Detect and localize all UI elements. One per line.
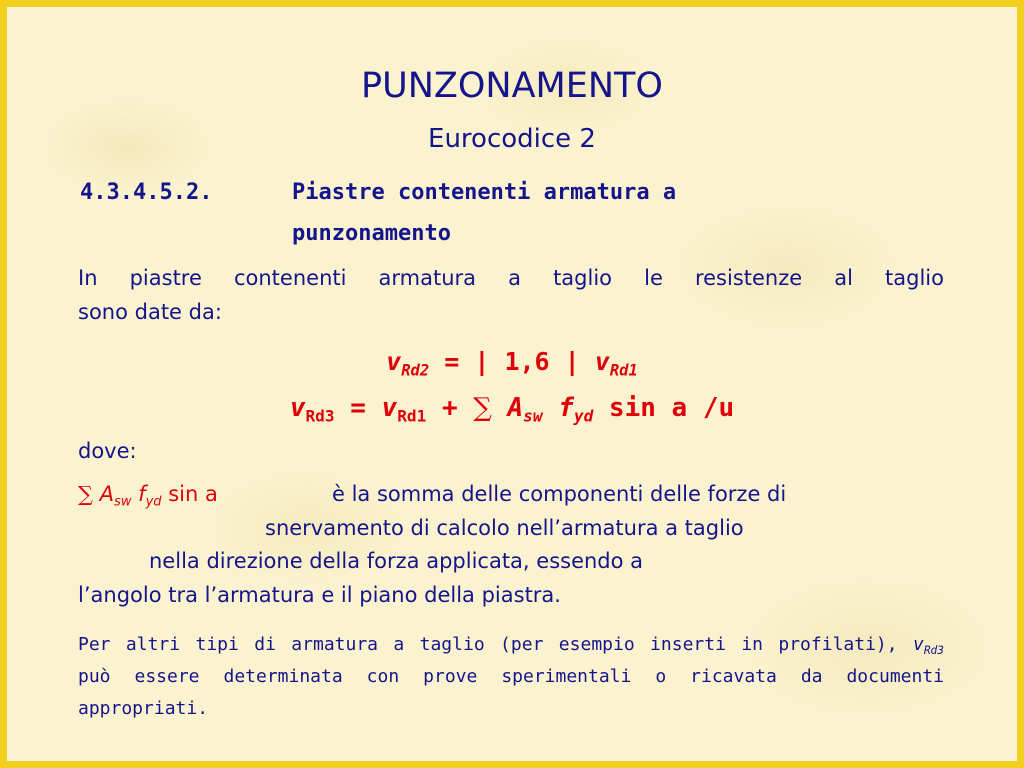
formula-vrd3 bbox=[7, 391, 1017, 425]
note-line-1-v: v bbox=[913, 634, 924, 655]
section-title-line1: Piastre contenenti armatura a bbox=[292, 180, 677, 205]
formula-vrd3-plus: + bbox=[426, 393, 474, 423]
explanation-line-1: è la somma delle componenti delle forze di bbox=[332, 482, 787, 506]
note-line-1-v-sub: Rd3 bbox=[923, 643, 944, 657]
sum-term bbox=[78, 479, 218, 509]
formula-vrd3-lhs: v bbox=[289, 393, 306, 423]
explanation-line-2: snervamento di calcolo nell’armatura a taglio bbox=[265, 516, 744, 540]
sum-term-a-sub: sw bbox=[114, 494, 132, 510]
sigma-icon: ∑ bbox=[473, 393, 492, 423]
sum-term-f-sub: yd bbox=[145, 494, 162, 510]
note-line-1 bbox=[78, 630, 944, 659]
section-title-line2: punzonamento bbox=[292, 221, 451, 246]
sum-sigma-icon: ∑ bbox=[78, 482, 93, 506]
formula-vrd3-a: A bbox=[491, 393, 524, 423]
sum-term-f: f bbox=[131, 482, 146, 506]
dove-label: dove: bbox=[78, 439, 137, 463]
page-title: PUNZONAMENTO bbox=[361, 66, 663, 106]
formula-vrd3-f: f bbox=[542, 393, 574, 423]
formula-vrd3-lhs-sub: Rd3 bbox=[305, 406, 335, 426]
formula-vrd2 bbox=[7, 345, 1017, 379]
formula-vrd3-v: v bbox=[381, 393, 398, 423]
formula-vrd2-rhs-sub: Rd1 bbox=[609, 361, 638, 380]
formula-vrd3-f-sub: yd bbox=[573, 406, 594, 426]
formula-vrd3-a-sub: sw bbox=[523, 406, 543, 426]
formula-vrd3-tail: sin a /u bbox=[593, 393, 735, 423]
explanation-line-3: nella direzione della forza applicata, essendo a bbox=[149, 549, 644, 573]
sum-term-a: A bbox=[93, 482, 115, 506]
intro-line-1: In piastre contenenti armatura a taglio le resistenze al taglio bbox=[78, 266, 944, 290]
sum-term-tail: sin a bbox=[161, 482, 218, 506]
section-number: 4.3.4.5.2. bbox=[80, 180, 213, 205]
note-line-3: appropriati. bbox=[78, 698, 209, 719]
formula-vrd3-eq: = bbox=[334, 393, 382, 423]
formula-vrd2-lhs-sub: Rd2 bbox=[401, 361, 430, 380]
formula-vrd2-lhs: v bbox=[386, 347, 402, 376]
formula-vrd2-rhs: v bbox=[594, 347, 610, 376]
page-subtitle: Eurocodice 2 bbox=[428, 124, 596, 154]
note-line-1-text: Per altri tipi di armatura a taglio (per esempio inserti in profilati), bbox=[78, 634, 913, 655]
note-line-2: può essere determinata con prove sperimentali o ricavata da documenti bbox=[78, 666, 944, 687]
explanation-line-4: l’angolo tra l’armatura e il piano della piastra. bbox=[78, 583, 561, 607]
intro-line-2: sono date da: bbox=[78, 300, 222, 324]
formula-vrd2-mid: = | 1,6 | bbox=[429, 347, 595, 376]
formula-vrd3-v-sub: Rd1 bbox=[397, 406, 427, 426]
